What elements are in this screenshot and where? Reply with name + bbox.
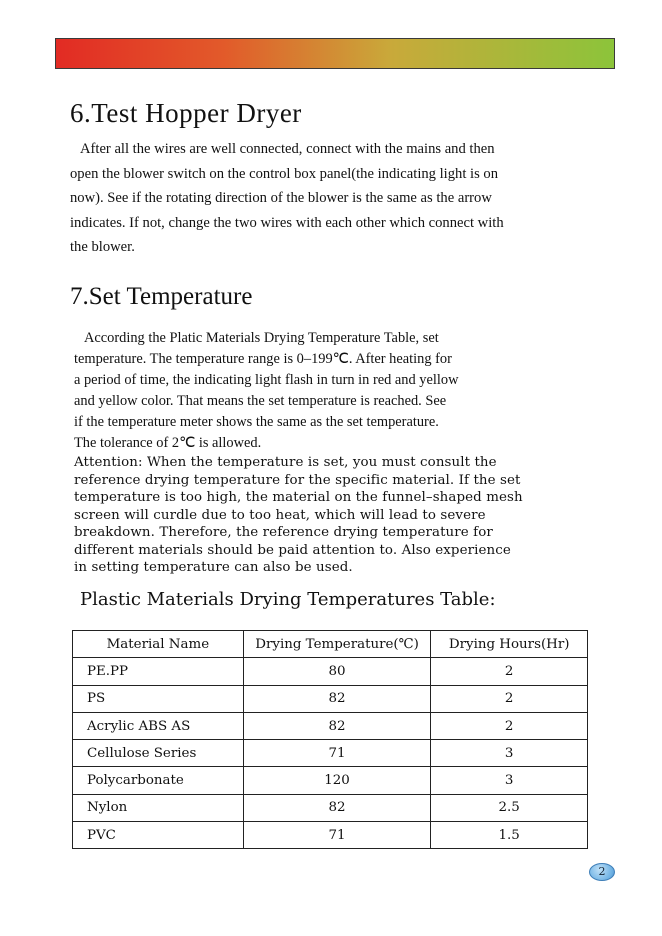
attention-line: in setting temperature can also be used. — [74, 560, 353, 575]
table-row — [73, 822, 588, 849]
table-title: Plastic Materials Drying Temperatures Table: — [80, 589, 496, 610]
section-7-title: 7.Set Temperature — [70, 283, 253, 310]
section-6-line: indicates. If not, change the two wires with each other which connect with — [70, 214, 504, 231]
temperature-cell: 82 — [243, 685, 431, 712]
section-7-body — [74, 328, 554, 454]
table-row — [73, 685, 588, 712]
material-cell: PS — [73, 685, 244, 712]
header-drying-hours: Drying Hours(Hr) — [431, 631, 588, 658]
hours-cell: 2 — [431, 658, 588, 685]
hours-cell: 3 — [431, 740, 588, 767]
hours-cell: 2.5 — [431, 794, 588, 821]
material-cell: Acrylic ABS AS — [73, 712, 244, 739]
hours-cell: 2 — [431, 712, 588, 739]
section-7-line: According the Platic Materials Drying Temperature Table, set — [84, 330, 439, 346]
header-color-bar — [55, 38, 615, 69]
section-6-title: 6.Test Hopper Dryer — [70, 98, 302, 128]
section-6-line: the blower. — [70, 239, 135, 255]
section-6-line: After all the wires are well connected, connect with the mains and then — [80, 141, 495, 157]
hours-cell: 2 — [431, 685, 588, 712]
table-row — [73, 767, 588, 794]
material-cell: PVC — [73, 822, 244, 849]
attention-note — [74, 454, 564, 577]
header-material-name: Material Name — [73, 631, 244, 658]
attention-line: Attention: When the temperature is set, you must consult the — [74, 455, 497, 470]
material-cell: Nylon — [73, 794, 244, 821]
attention-line: different materials should be paid attention to. Also experience — [74, 542, 511, 558]
section-6-line: now). See if the rotating direction of the blower is the same as the arrow — [70, 190, 492, 206]
temperature-cell: 80 — [243, 658, 431, 685]
material-cell: Polycarbonate — [73, 767, 244, 794]
section-6-line: open the blower switch on the control box panel(the indicating light is on — [70, 165, 498, 182]
section-7-line: The tolerance of 2℃ is allowed. — [74, 435, 262, 451]
attention-line: breakdown. Therefore, the reference drying temperature for — [74, 525, 493, 540]
temperature-cell: 71 — [243, 822, 431, 849]
table-row — [73, 794, 588, 821]
section-7-line: and yellow color. That means the set temperature is reached. See — [74, 393, 447, 409]
drying-temperatures-table — [72, 630, 588, 849]
attention-line: temperature is too high, the material on the funnel–shaped mesh — [74, 490, 523, 505]
section-7-line: if the temperature meter shows the same as the set temperature. — [74, 414, 439, 430]
header-drying-temperature: Drying Temperature(℃) — [243, 631, 431, 658]
temperature-cell: 82 — [243, 712, 431, 739]
table-row — [73, 658, 588, 685]
section-6-body — [70, 137, 590, 260]
temperature-cell: 120 — [243, 767, 431, 794]
table-row — [73, 712, 588, 739]
attention-line: reference drying temperature for the specific material. If the set — [74, 472, 521, 488]
hours-cell: 3 — [431, 767, 588, 794]
temperature-cell: 82 — [243, 794, 431, 821]
section-7-line: a period of time, the indicating light flash in turn in red and yellow — [74, 372, 459, 388]
attention-line: screen will curdle due to too heat, which will lead to severe — [74, 507, 486, 523]
table-header-row — [73, 631, 588, 658]
table-row — [73, 740, 588, 767]
temperature-cell: 71 — [243, 740, 431, 767]
material-cell: Cellulose Series — [73, 740, 244, 767]
hours-cell: 1.5 — [431, 822, 588, 849]
section-7-line: temperature. The temperature range is 0–199℃. After heating for — [74, 351, 452, 367]
material-cell: PE.PP — [73, 658, 244, 685]
page-number-badge: 2 — [589, 863, 615, 881]
